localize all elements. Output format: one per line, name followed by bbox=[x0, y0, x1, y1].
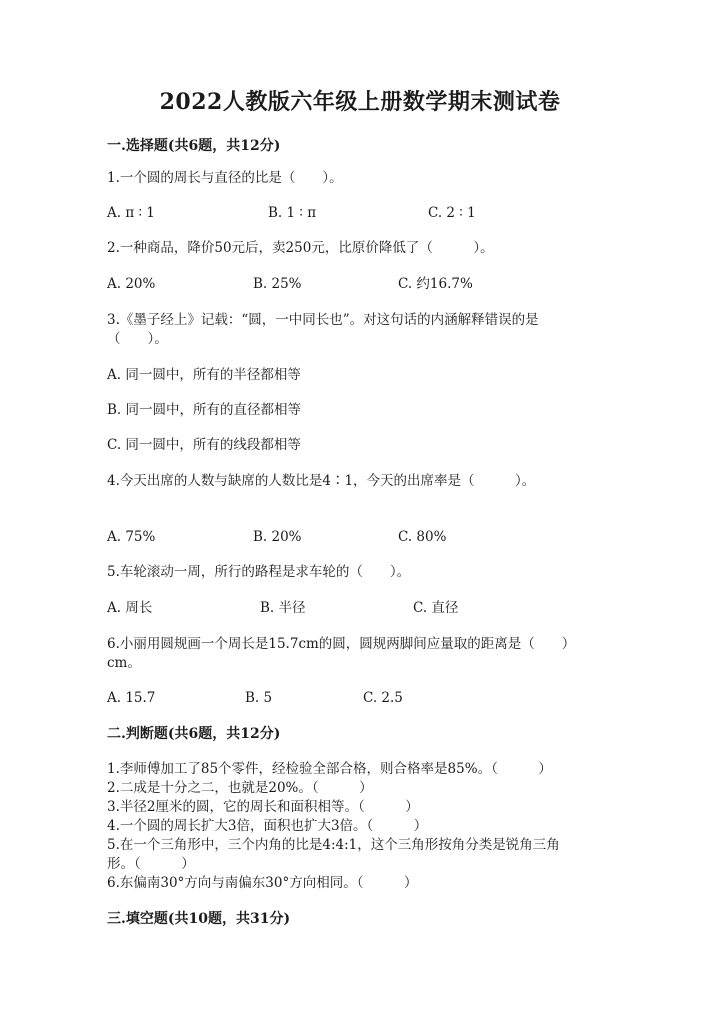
judgement-item: 3.半径2厘米的圆，它的周长和面积相等。（ ） bbox=[107, 799, 419, 815]
judgement-item-continued: 形。（ ） bbox=[107, 856, 195, 872]
judgement-item: 5.在一个三角形中，三个内角的比是4:4:1，这个三角形按角分类是锐角三角 bbox=[107, 837, 560, 853]
question-1: 1.一个圆的周长与直径的比是（ ）。 bbox=[107, 170, 343, 186]
question-6-option-a: A. 15.7 bbox=[107, 690, 156, 706]
question-6-line-1: 6.小丽用圆规画一个周长是15.7cm的圆，圆规两脚间应量取的距离是（ ） bbox=[107, 636, 576, 652]
question-4-option-a: A. 75% bbox=[107, 529, 156, 545]
question-3-option-c: C. 同一圆中，所有的线段都相等 bbox=[107, 437, 301, 453]
judgement-item: 2.二成是十分之二，也就是20%。（ ） bbox=[107, 780, 373, 796]
question-4-option-b: B. 20% bbox=[253, 529, 302, 545]
question-1-option-a: A. π ∶ 1 bbox=[107, 205, 155, 221]
question-3-option-b: B. 同一圆中，所有的直径都相等 bbox=[107, 402, 302, 418]
question-6-option-b: B. 5 bbox=[245, 690, 273, 706]
question-2: 2.一种商品，降价50元后，卖250元，比原价降低了（ ）。 bbox=[107, 240, 494, 256]
question-1-option-c: C. 2 ∶ 1 bbox=[428, 205, 476, 221]
section-heading-choice: 一.选择题(共6题，共12分) bbox=[107, 138, 281, 154]
question-5-option-b: B. 半径 bbox=[260, 600, 306, 616]
question-6-line-2: cm。 bbox=[107, 655, 141, 671]
question-4-option-c: C. 80% bbox=[398, 529, 447, 545]
question-5-option-c: C. 直径 bbox=[413, 600, 459, 616]
question-2-option-b: B. 25% bbox=[253, 276, 302, 292]
question-4: 4.今天出席的人数与缺席的人数比是4∶1，今天的出席率是（ ）。 bbox=[107, 473, 536, 489]
question-3-option-a: A. 同一圆中，所有的半径都相等 bbox=[107, 367, 301, 383]
question-2-option-c: C. 约16.7% bbox=[398, 276, 473, 292]
question-5: 5.车轮滚动一周，所行的路程是求车轮的（ ）。 bbox=[107, 564, 411, 580]
judgement-item: 1.李师傅加工了85个零件，经检验全部合格，则合格率是85%。（ ） bbox=[107, 761, 552, 777]
section-heading-judgement: 二.判断题(共6题，共12分) bbox=[107, 726, 281, 742]
section-heading-fill-blank: 三.填空题(共10题，共31分) bbox=[107, 911, 291, 927]
question-3-line-2: （ ）。 bbox=[107, 331, 168, 347]
judgement-item: 6.东偏南30°方向与南偏东30°方向相同。（ ） bbox=[107, 875, 418, 891]
judgement-item: 4.一个圆的周长扩大3倍，面积也扩大3倍。（ ） bbox=[107, 818, 428, 834]
question-1-option-b: B. 1 ∶ π bbox=[268, 205, 317, 221]
question-3-line-1: 3.《墨子经上》记载：“圆，一中同长也”。对这句话的内涵解释错误的是 bbox=[107, 312, 539, 328]
question-5-option-a: A. 周长 bbox=[107, 600, 153, 616]
question-6-option-c: C. 2.5 bbox=[363, 690, 403, 706]
page-title: 2022人教版六年级上册数学期末测试卷 bbox=[159, 89, 561, 115]
question-2-option-a: A. 20% bbox=[107, 276, 156, 292]
